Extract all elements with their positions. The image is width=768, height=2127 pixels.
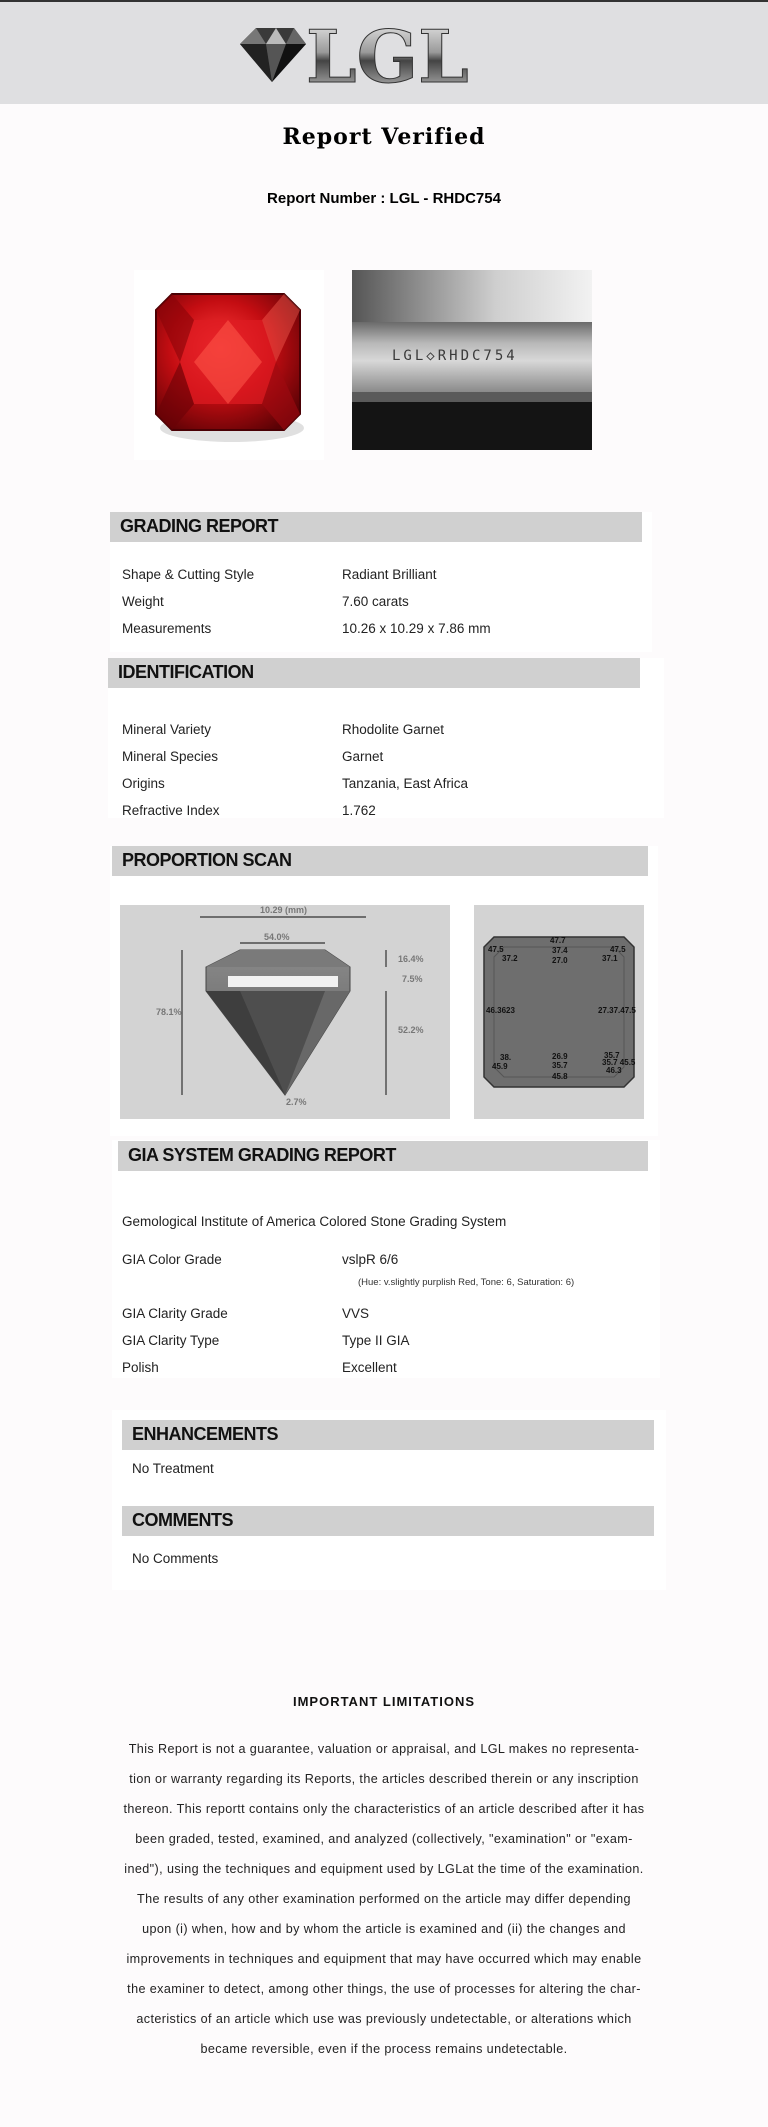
facet-value: 46.3623 [486, 1006, 515, 1015]
row-value: vslpR 6/6 [342, 1252, 399, 1267]
pavilion-depth-label: 52.2% [398, 1025, 424, 1035]
limitations-line: This Report is not a guarantee, valuation or appraisal, and LGL makes no representa- [128, 1742, 640, 1756]
limitations-line: The results of any other examination performed on the article may differ depending [137, 1892, 631, 1906]
row-label: GIA Color Grade [122, 1252, 222, 1267]
gia-report-header [118, 1141, 648, 1171]
logo-text: LGL [306, 16, 469, 94]
comments-text: No Comments [132, 1551, 219, 1566]
gia-system-text: Gemological Institute of America Colored Stone Grading System [122, 1214, 507, 1229]
comments-title: COMMENTS [132, 1510, 233, 1530]
row-value: 7.60 carats [342, 594, 409, 609]
facet-value: 47.5 [488, 945, 504, 954]
row-label: Weight [122, 594, 164, 609]
facet-value: 37.4 [552, 946, 568, 955]
grading-report-header [110, 512, 642, 542]
facet-value: 47.5 [610, 945, 626, 954]
facet-value: 35.7 [552, 1061, 568, 1070]
width-label: 10.29 (mm) [260, 905, 308, 915]
facet-value: 35.7 [604, 1051, 620, 1060]
crown-height-label: 16.4% [398, 954, 424, 964]
row-value: Radiant Brilliant [342, 567, 437, 582]
side-profile-diagram [120, 905, 450, 1119]
row-label: Polish [122, 1360, 159, 1375]
limitations-line: upon (i) when, how and by whom the article is examined and (ii) the changes and [142, 1922, 626, 1936]
identification-title: IDENTIFICATION [118, 662, 254, 682]
proportion-scan-title: PROPORTION SCAN [122, 850, 292, 870]
limitations-line: tion or warranty regarding its Reports, the articles described therein or any inscription [129, 1772, 639, 1786]
row-label: Refractive Index [122, 803, 220, 818]
limitations-line: ined"), using the techniques and equipment used by LGLat the time of the examination. [124, 1862, 644, 1876]
row-value: 10.26 x 10.29 x 7.86 mm [342, 621, 491, 636]
enhancements-text: No Treatment [132, 1461, 214, 1476]
limitations-line: the examiner to detect, among other things, the use of processes for altering the char- [127, 1982, 641, 1996]
inscription-text: LGL◇RHDC754 [392, 348, 518, 364]
limitations-title: IMPORTANT LIMITATIONS [292, 1694, 476, 1709]
limitations-line: been graded, tested, examined, and analyzed (collectively, "examination" or "exam- [135, 1832, 633, 1846]
table-percent-label: 54.0% [264, 932, 290, 942]
facet-value: 45.8 [552, 1072, 568, 1081]
report-number: Report Number : LGL - RHDC754 [267, 190, 501, 207]
row-value: Garnet [342, 749, 384, 764]
row-value: Tanzania, East Africa [342, 776, 469, 791]
row-label: GIA Clarity Grade [122, 1306, 228, 1321]
facet-value: 27.0 [552, 956, 568, 965]
girdle-label: 7.5% [402, 974, 423, 984]
inscription-photo [352, 270, 592, 450]
row-label: Shape & Cutting Style [122, 567, 255, 582]
color-grade-note: (Hue: v.slightly purplish Red, Tone: 6, Saturation: 6) [358, 1277, 575, 1288]
facet-value: 26.9 [552, 1052, 568, 1061]
row-value: 1.762 [342, 803, 376, 818]
row-value: Rhodolite Garnet [342, 722, 445, 737]
lgl-logo [236, 16, 486, 94]
facet-value: 46.3 [606, 1066, 622, 1075]
header-banner [0, 0, 768, 104]
limitations-line: acteristics of an article which use was previously undetectable, or alterations which [136, 2012, 632, 2026]
diamond-icon [240, 28, 306, 82]
facet-value: 38. [500, 1053, 512, 1062]
top-view-diagram [474, 905, 644, 1119]
row-label: Origins [122, 776, 165, 791]
row-label: Mineral Variety [122, 722, 212, 737]
row-value: VVS [342, 1306, 370, 1321]
row-value: Excellent [342, 1360, 397, 1375]
facet-value: 37.2 [502, 954, 518, 963]
facet-value: 27.37.47.5 [598, 1006, 636, 1015]
row-label: GIA Clarity Type [122, 1333, 220, 1348]
proportion-scan-header [112, 846, 648, 876]
page-title: Report Verified [282, 124, 486, 150]
grading-report-title: GRADING REPORT [120, 516, 279, 536]
row-value: Type II GIA [342, 1333, 410, 1348]
row-label: Mineral Species [122, 749, 219, 764]
comments-header [122, 1506, 654, 1536]
gemstone-photo [134, 270, 324, 460]
total-depth-label: 78.1% [156, 1007, 182, 1017]
facet-value: 35.7 45.5 [602, 1058, 636, 1067]
culet-label: 2.7% [286, 1097, 307, 1107]
row-label: Measurements [122, 621, 212, 636]
enhancements-header [122, 1420, 654, 1450]
limitations-line: thereon. This reportt contains only the characteristics of an article described after it has [123, 1802, 645, 1816]
limitations-text [118, 1734, 650, 2064]
facet-value: 45.9 [492, 1062, 508, 1071]
enhancements-title: ENHANCEMENTS [132, 1424, 279, 1444]
identification-header [108, 658, 640, 688]
facet-value: 37.1 [602, 954, 618, 963]
facet-value: 47.7 [550, 936, 566, 945]
limitations-line: improvements in techniques and equipment that may have occurred which may enable [126, 1952, 642, 1966]
limitations-line: became reversible, even if the process remains undetectable. [200, 2042, 568, 2056]
gia-report-title: GIA SYSTEM GRADING REPORT [128, 1145, 396, 1165]
